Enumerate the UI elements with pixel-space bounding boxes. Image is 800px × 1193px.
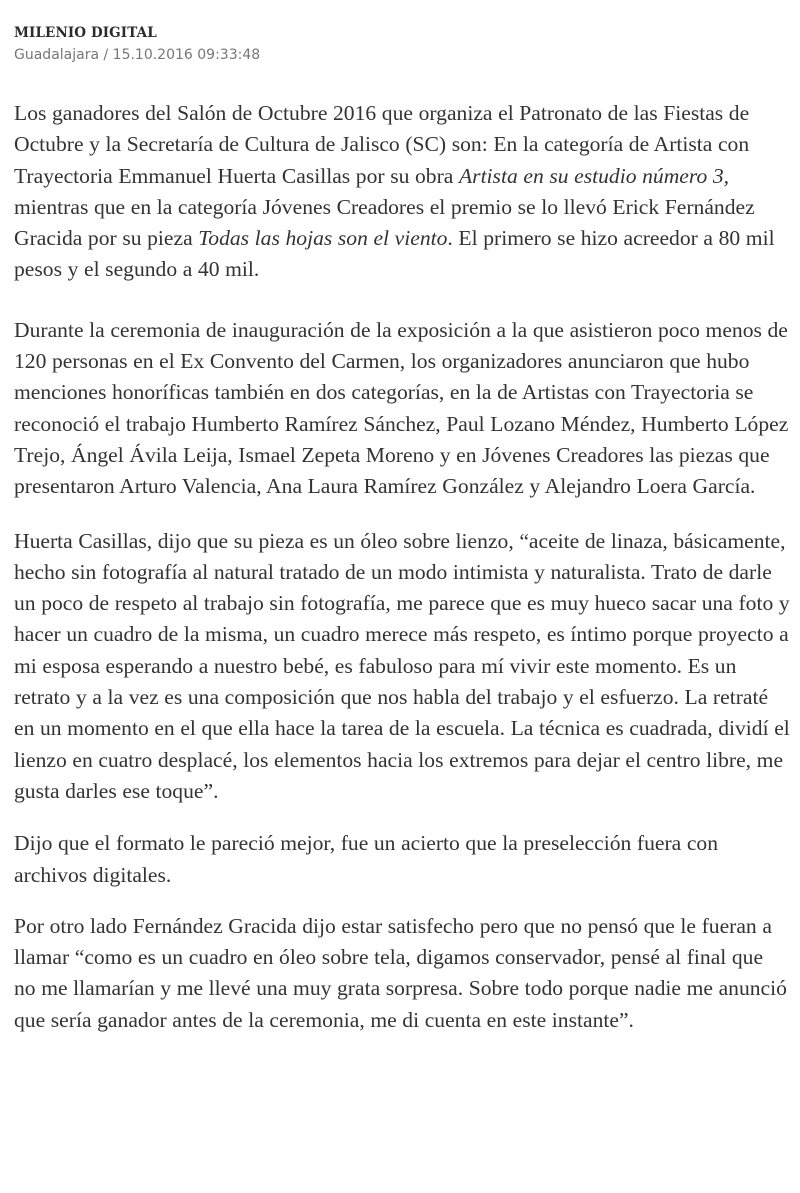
paragraph-1-text-c: . El primero se hizo acreedor a 80 mil pesos y el segundo a 40 mil. bbox=[14, 226, 775, 282]
paragraph-1 bbox=[14, 98, 790, 286]
article-source: MILENIO DIGITAL bbox=[14, 25, 157, 41]
paragraph-4: Dijo que el formato le pareció mejor, fue un acierto que la preselección fuera con archivos digitales. bbox=[14, 831, 719, 887]
paragraph-2: Durante la ceremonia de inauguración de la exposición a la que asistieron poco menos de 120 personas en el Ex Convento del Carmen, los organizadores anunciaron que hubo menciones honoríficas también en dos categorías, en la de Artistas con Trayectoria se reconoció el trabajo Humberto Ramírez Sánchez, Paul Lozano Méndez, Humberto López Trejo, Ángel Ávila Leija, Ismael Zepeta Moreno y en Jóvenes Creadores las piezas que presentaron Arturo Valencia, Ana Laura Ramírez González y Alejandro Loera García. bbox=[14, 317, 789, 499]
artwork-title-huerta: Artista en su estudio número 3, bbox=[458, 163, 730, 188]
paragraph-3: Huerta Casillas, dijo que su pieza es un óleo sobre lienzo, “aceite de linaza, básicamente, hecho sin fotografía al natural tratado de un modo intimista y naturalista. Trato de darle un poco de respeto al trabajo sin fotografía, me parece que es muy hueco sacar una foto y hacer un cuadro de la misma, un cuadro merece más respeto, es íntimo porque proyecto a mi esposa esperando a nuestro bebé, es fabuloso para mí vivir este momento. Es un retrato y a la vez es una composición que nos habla del trabajo y el esfuerzo. La retraté en un momento en el que ella hace la tarea de la escuela. La técnica es cuadrada, dividí el lienzo en cuatro desplacé, los elementos hacia los extremos para dejar el centro libre, me gusta darles ese toque”. bbox=[14, 528, 790, 803]
paragraph-1-text-b: mientras que en la categoría Jóvenes Creadores el premio se lo llevó Erick Fernández Gracida por su pieza bbox=[14, 194, 755, 251]
article-body bbox=[14, 98, 790, 1036]
article bbox=[14, 0, 790, 1036]
artwork-title-fernandez: Todas las hojas son el viento bbox=[198, 226, 448, 251]
paragraph-5: Por otro lado Fernández Gracida dijo estar satisfecho pero que no pensó que le fueran a llamar “como es un cuadro en óleo sobre tela, digamos conservador, pensé al final que no me llamarían y me llevé una muy grata sorpresa. Sobre todo porque nadie me anunció que sería ganador antes de la ceremonia, me di cuenta en este instante”. bbox=[14, 913, 787, 1032]
byline bbox=[14, 0, 790, 65]
paragraph-1-text-a: Los ganadores del Salón de Octubre 2016 que organiza el Patronato de las Fiestas de Octubre y la Secretaría de Cultura de Jalisco (SC) son: En la categoría de Artista con Trayectoria Emmanuel Huerta Casillas por su obra bbox=[14, 101, 750, 188]
article-location-date: Guadalajara / 15.10.2016 09:33:48 bbox=[14, 47, 261, 63]
